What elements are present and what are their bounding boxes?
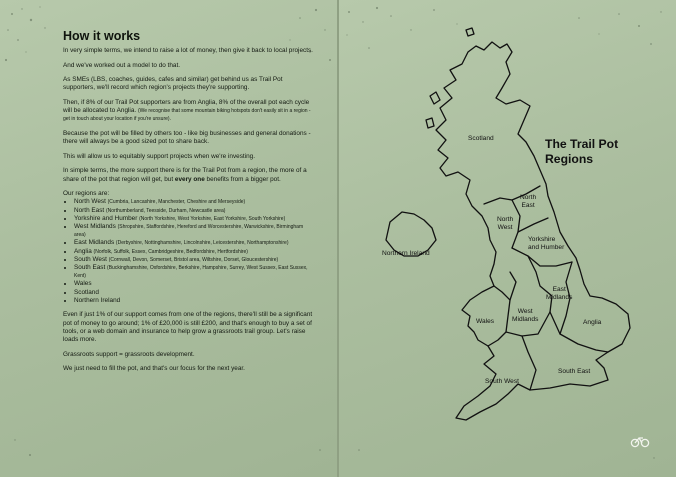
region-label-south-east: South East [558, 368, 591, 375]
list-item: • North East (Northumberland, Teesside, Durham, Newcastle area) [74, 207, 315, 215]
region-label-wales: Wales [476, 318, 495, 325]
paragraph-4-main: Then, if 8% of our Trail Pot supporters are from Anglia, 8% of the overall pot each cycle will be allocated to Anglia. [63, 98, 310, 115]
region-label-scotland: Scotland [468, 135, 494, 142]
list-item: • South East (Buckinghamshire, Oxfordshire, Berkshire, Hampshire, Surrey, West Sussex, East Sussex, Kent) [74, 264, 315, 280]
list-item: • Scotland [74, 289, 315, 297]
paragraph-7-end: benefits from a bigger pot. [204, 175, 281, 183]
region-label-west-midlands: West Midlands [512, 308, 539, 323]
list-item: • Northern Ireland [74, 297, 315, 305]
paragraph-10: We just need to fill the pot, and that's our focus for the next year. [63, 365, 245, 373]
page-title: How it works [63, 29, 141, 43]
list-item: • North West (Cumbria, Lancashire, Manchester, Cheshire and Merseyside) [74, 198, 315, 206]
paragraph-7-emphasis: every one [174, 175, 205, 183]
bicycle-icon [630, 436, 650, 448]
regions-intro: Our regions are: [63, 190, 110, 198]
region-label-anglia: Anglia [583, 319, 602, 326]
paragraph-9: Grassroots support = grassroots development. [63, 350, 195, 358]
paragraph-5: Because the pot will be filled by others too - like big businesses and general donations - there will always be a good sized pot to share back. [63, 129, 311, 146]
list-item: • East Midlands (Derbyshire, Nottinghamshire, Lincolnshire, Leicestershire, Northamptonshire) [74, 239, 315, 247]
list-item: • Yorkshire and Humber (North Yorkshire, West Yorkshire, East Yorkshire, South Yorkshire) [74, 215, 315, 223]
list-item: • West Midlands (Shropshire, Staffordshire, Hereford and Worcestershire, Warwickshire, Birmingham area) [74, 223, 315, 239]
list-item: • South West (Cornwall, Devon, Somerset, Bristol area, Wiltshire, Dorset, Gloucestershire) [74, 256, 315, 264]
map-title [545, 137, 645, 167]
region-label-north-west: North West [497, 216, 514, 231]
region-label-yorkshire: Yorkshire and Humber [528, 236, 565, 251]
list-item: • Wales [74, 280, 315, 288]
paragraph-1: In very simple terms, we intend to raise a lot of money, then give it back to local projects. [63, 47, 313, 54]
region-label-north-east: North East [520, 194, 537, 209]
paragraph-7-start: In simple terms, the more support there is for the Trail Pot from a region, the more of a share of the pot that region will get, but [63, 167, 307, 183]
paragraph-6: This will allow us to equitably support projects when we're investing. [63, 152, 255, 160]
paragraph-2: And we've worked out a model to do that. [63, 61, 181, 69]
paragraph-3: As SMEs (LBS, coaches, guides, cafes and similar) get behind us as Trail Pot supporters, we'll record which region's projects they're supporting. [63, 76, 283, 92]
map-title-line-1: The Trail Pot [545, 137, 619, 151]
region-label-east-midlands: East Midlands [546, 286, 573, 301]
region-label-south-west: South West [485, 378, 519, 385]
map-title-line-2: Regions [545, 152, 594, 166]
list-item: • Anglia (Norfolk, Suffolk, Essex, Cambridgeshire, Bedfordshire, Hertfordshire) [74, 248, 315, 256]
paragraph-4-note: (We recognise that some mountain biking hotspots don't easily sit in a region - get in touch about your location if you're unsure). [63, 108, 311, 123]
paragraph-8: Even if just 1% of our support comes from one of the regions, there'll still be a significant pot of money to go around; 1% of £20,000 is still £200, and that's enough to buy a set of tools, or a web domain and insurance to help grow a grassroots trail group. Let's raise loads more. [63, 311, 313, 344]
region-label-northern-ireland: Northern Ireland [382, 250, 430, 257]
